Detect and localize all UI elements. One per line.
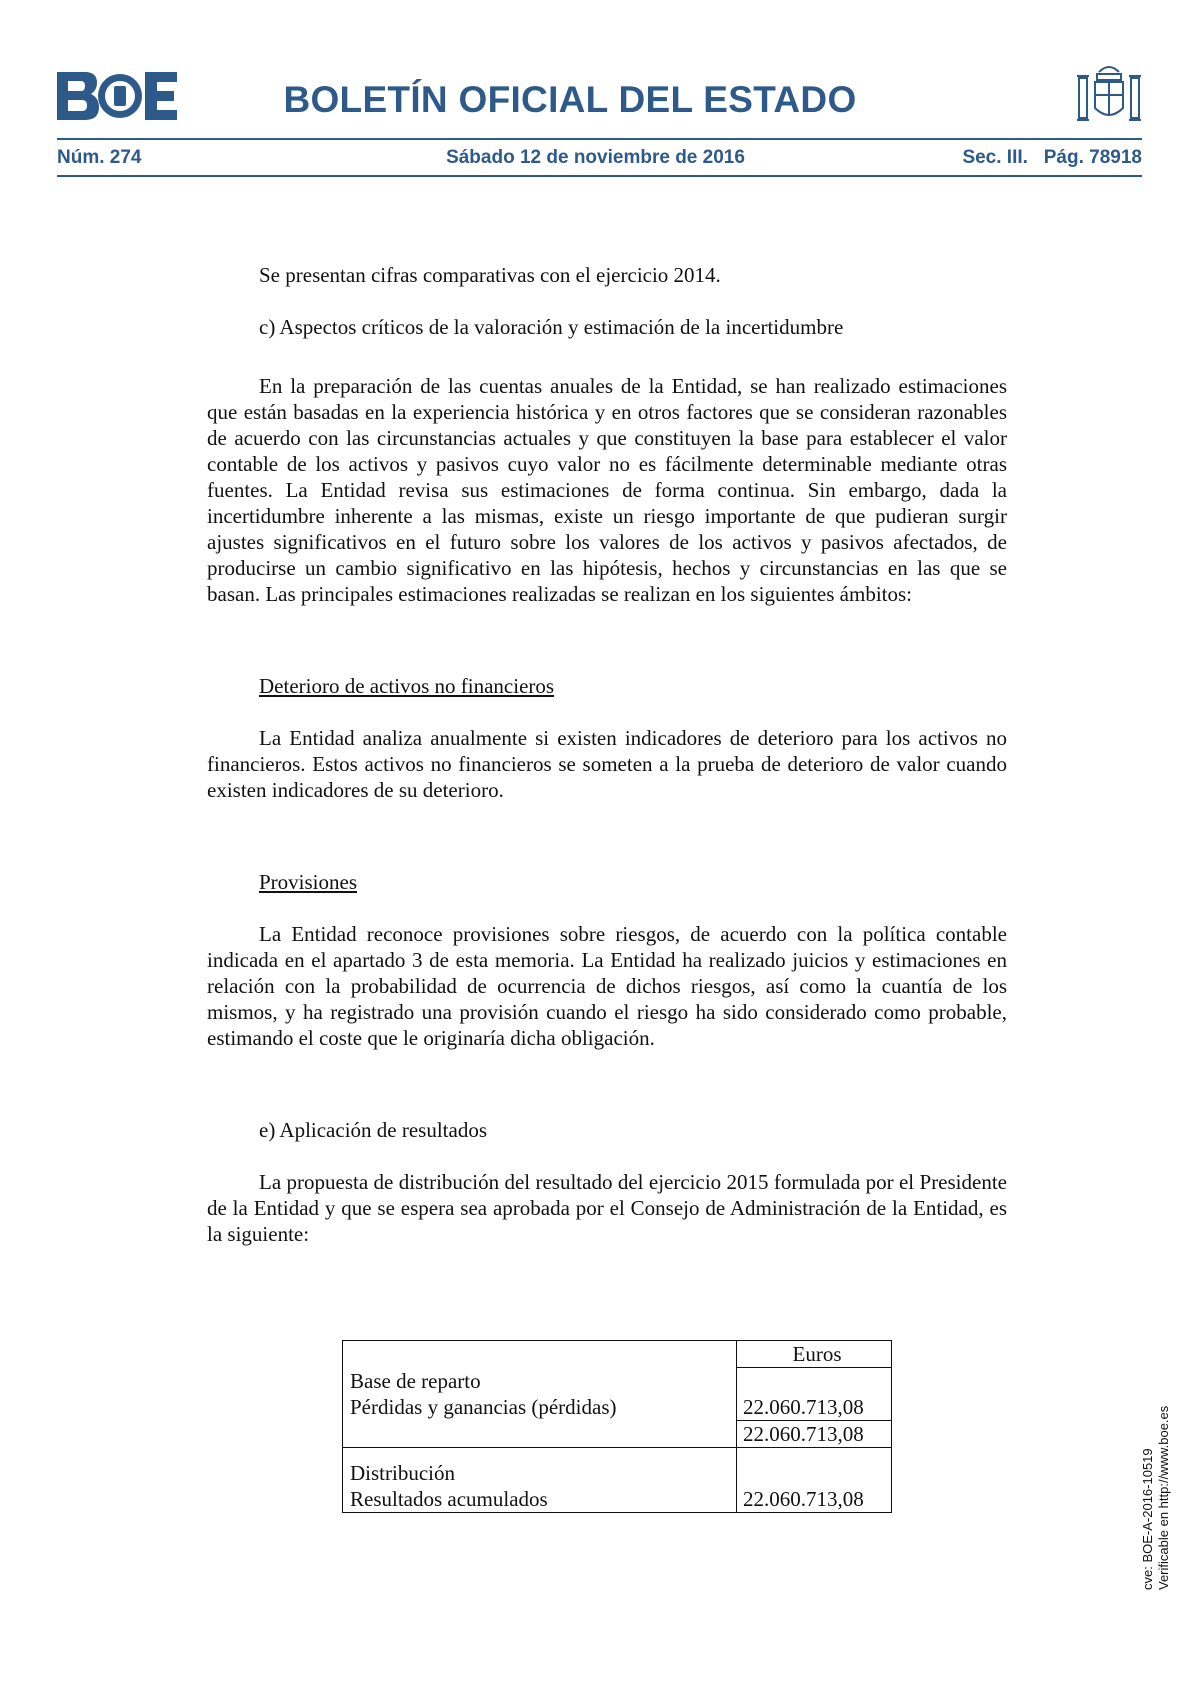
- issue-number: Núm. 274: [57, 147, 142, 168]
- gazette-title: BOLETÍN OFICIAL DEL ESTADO: [283, 79, 857, 120]
- paragraph-provisiones: La Entidad reconoce provisiones sobre riesgos, de acuerdo con la política contable indicada en el apartado 3 de esta memoria. La Entidad ha realizado juicios y estimaciones en relación con la probabilidad de ocurrencia de dichos riesgos, así como la cuantía de los mismos, y ha registrado una provisión cuando el riesgo ha sido considerado como probable, estimando el coste que le originaría dicha obligación.: [207, 922, 1007, 1050]
- heading-c: c) Aspectos críticos de la valoración y estimación de la incertidumbre: [259, 315, 844, 339]
- table-row: [343, 1341, 892, 1368]
- table-cell-spacer: [737, 1448, 892, 1461]
- table-row: [343, 1460, 892, 1513]
- table-cell-total-value: 22.060.713,08: [737, 1421, 892, 1448]
- coat-of-arms-icon: [1075, 62, 1143, 128]
- table-cell-base-label: Base de reparto Pérdidas y ganancias (pérdidas): [343, 1368, 737, 1421]
- document-body: [207, 262, 1007, 1247]
- paragraph-estimates: En la preparación de las cuentas anuales de la Entidad, se han realizado estimaciones que están basadas en la experiencia histórica y en otros factores que se consideran razonables de acuerdo con las circunstancias actuales y que constituyen la base para establecer el valor contable de los activos y pasivos cuyo valor no es fácilmente determinable mediante otras fuentes. La Entidad revisa sus estimaciones de forma continua. Sin embargo, dada la incertidumbre inherente a las mismas, existe un riesgo importante de que pudieran surgir ajustes significativos en el futuro sobre los valores de los activos y pasivos afectados, de producirse un cambio significativo en las hipótesis, hechos y circunstancias en las que se basan. Las principales estimaciones realizadas se realizan en los siguientes ámbitos:: [207, 374, 1007, 606]
- header-rule-top: [57, 138, 1142, 140]
- table-cell-pyg-value: 22.060.713,08: [737, 1368, 892, 1421]
- table-row: [343, 1368, 892, 1421]
- table-cell-acum-value: 22.060.713,08: [737, 1460, 892, 1513]
- paragraph-deterioro: La Entidad analiza anualmente si existen indicadores de deterioro para los activos no financieros. Estos activos no financieros se someten a la prueba de deterioro de valor cuando existen indicadores de su deterioro.: [207, 726, 1007, 802]
- verification-note: [1140, 1406, 1172, 1590]
- boe-logo: [57, 72, 177, 120]
- table-header-euros: Euros: [737, 1341, 892, 1368]
- section-page: Sec. III. Pág. 78918: [962, 147, 1142, 168]
- table-cell-dist-label: Distribución Resultados acumulados: [343, 1460, 737, 1513]
- header-rule-bottom: [57, 175, 1142, 177]
- distribution-table: [342, 1340, 892, 1513]
- table-cell-spacer: [343, 1448, 737, 1461]
- table-row: [343, 1448, 892, 1461]
- table-row: [343, 1421, 892, 1448]
- issue-date: Sábado 12 de noviembre de 2016: [446, 147, 745, 168]
- paragraph-distribucion: La propuesta de distribución del resultado del ejercicio 2015 formulada por el Presidente de la Entidad y que se espera sea aprobada por el Consejo de Administración de la Entidad, es la siguiente:: [207, 1170, 1007, 1246]
- heading-e: e) Aplicación de resultados: [259, 1118, 488, 1142]
- cve-code: cve: BOE-A-2016-10519: [1140, 1448, 1155, 1590]
- paragraph-comparative: Se presentan cifras comparativas con el ejercicio 2014.: [259, 263, 721, 287]
- heading-provisiones: Provisiones: [259, 870, 358, 894]
- verify-url: Verificable en http://www.boe.es: [1156, 1405, 1171, 1590]
- table-cell: [343, 1421, 737, 1448]
- heading-deterioro: Deterioro de activos no financieros: [259, 674, 555, 698]
- table-cell: [343, 1341, 737, 1368]
